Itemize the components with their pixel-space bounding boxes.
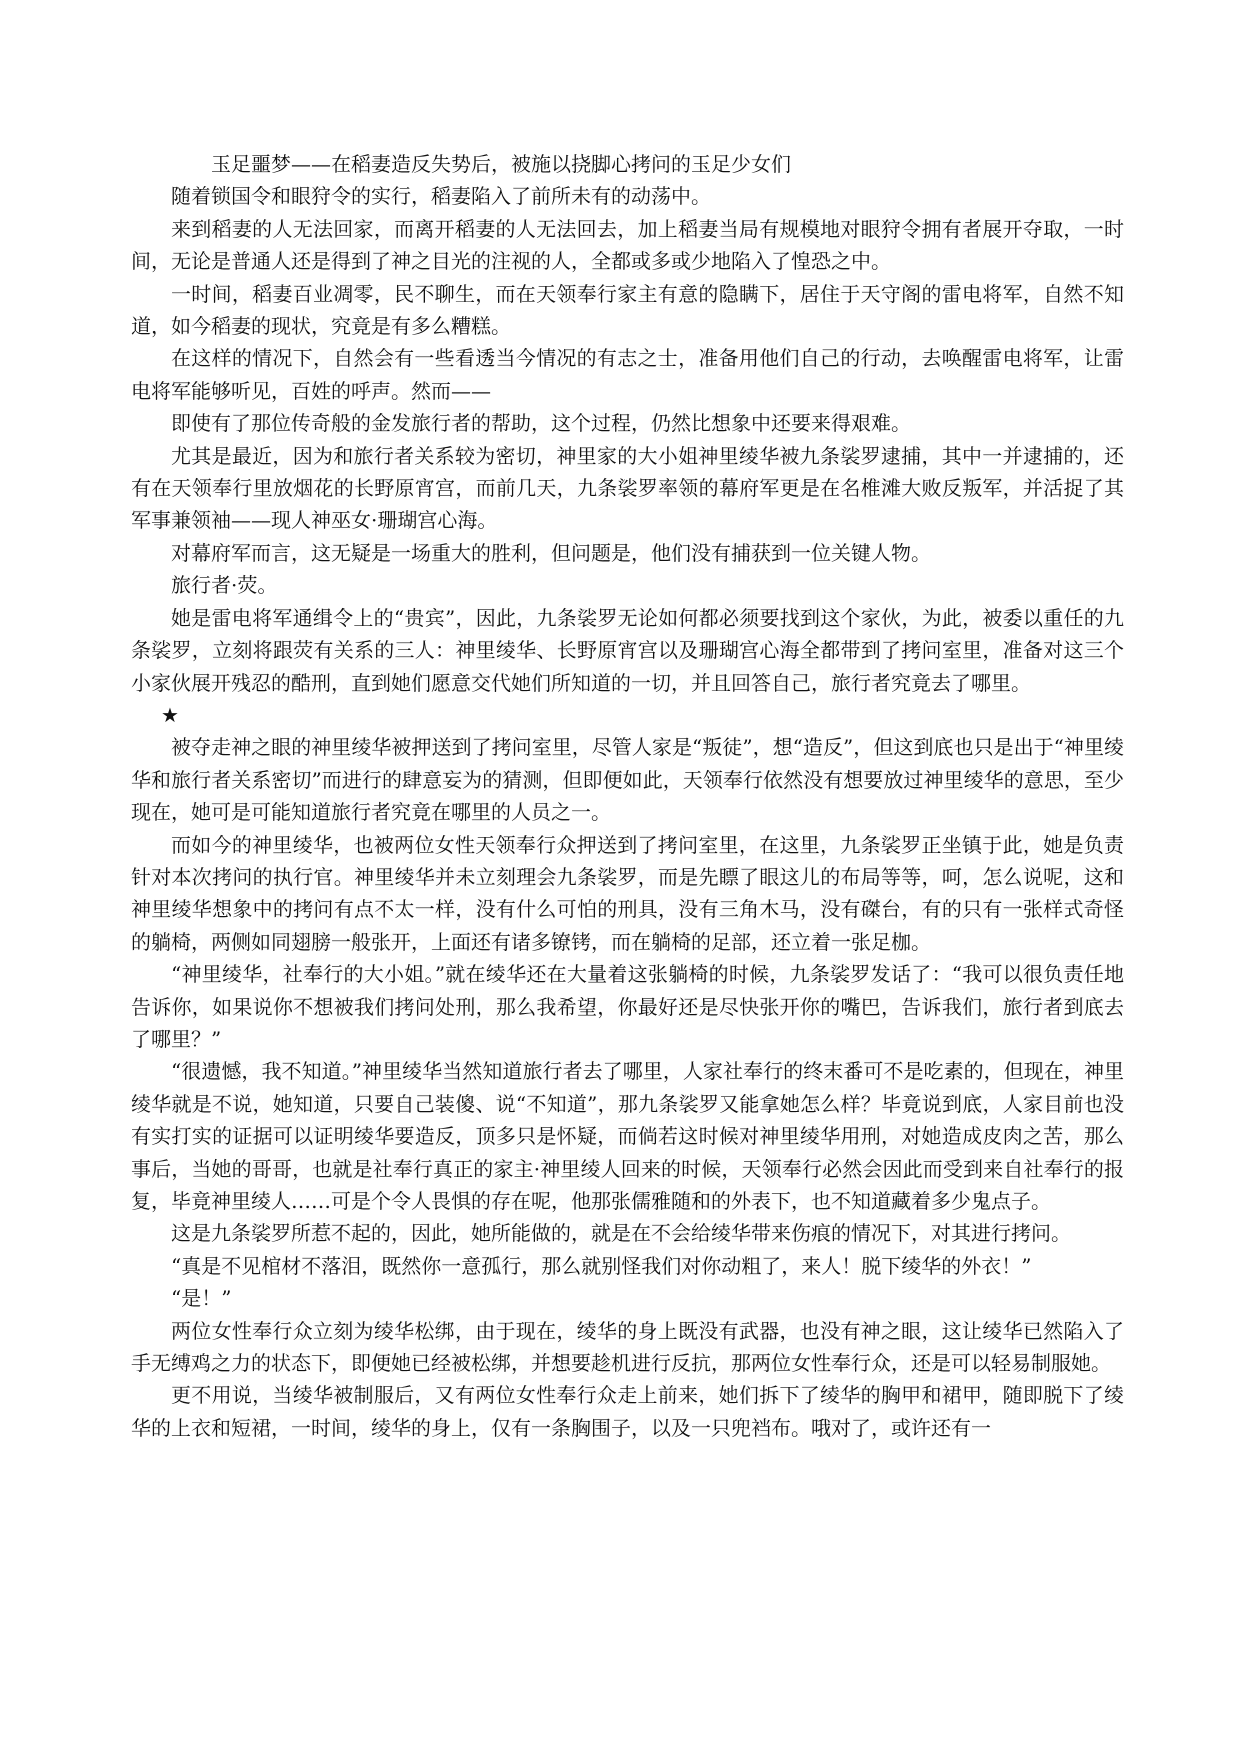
paragraph-5: 即使有了那位传奇般的金发旅行者的帮助，这个过程，仍然比想象中还要来得艰难。 bbox=[171, 411, 911, 436]
paragraph-6: 尤其是最近，因为和旅行者关系较为密切，神里家的大小姐神里绫华被九条裟罗逮捕，其中一并逮捕的，还有在天领奉行里放烟花的长野原宵宫，而前几天，九条裟罗率领的幕府军更是在名椎滩大败反叛军，并活捉了其军事兼领袖——现人神巫女·珊瑚宫心海。 bbox=[131, 443, 1124, 533]
paragraph-16: “是！” bbox=[171, 1286, 232, 1311]
paragraph-13: “很遗憾，我不知道。”神里绫华当然知道旅行者去了哪里，人家社奉行的终末番可不是吃素的，但现在，神里绫华就是不说，她知道，只要自己装傻、说“不知道”，那九条裟罗又能拿她怎么样？毕竟说到底，人家目前也没有实打实的证据可以证明绫华要造反，顶多只是怀疑，而倘若这时候对神里绫华用刑，对她造成皮肉之苦，那么事后，当她的哥哥，也就是社奉行真正的家主·神里绫人回来的时候，天领奉行必然会因此而受到来自社奉行的报复，毕竟神里绫人……可是个令人畏惧的存在呢，他那张儒雅随和的外表下，也不知道藏着多少鬼点子。 bbox=[131, 1059, 1124, 1213]
paragraph-1: 随着锁国令和眼狩令的实行，稻妻陷入了前所未有的动荡中。 bbox=[171, 184, 711, 209]
paragraph-18: 更不用说，当绫华被制服后，又有两位女性奉行众走上前来，她们拆下了绫华的胸甲和裙甲，随即脱下了绫华的上衣和短裙，一时间，绫华的身上，仅有一条胸围子，以及一只兜裆布。哦对了，或许还有一 bbox=[131, 1383, 1124, 1440]
document-title: 玉足噩梦——在稻妻造反失势后，被施以挠脚心拷问的玉足少女们 bbox=[211, 152, 791, 176]
paragraph-11: 而如今的神里绫华，也被两位女性天领奉行众押送到了拷问室里，在这里，九条裟罗正坐镇于此，她是负责针对本次拷问的执行官。神里绫华并未立刻理会九条裟罗，而是先瞟了眼这儿的布局等等，呵，怎么说呢，这和神里绫华想象中的拷问有点不太一样，没有什么可怕的刑具，没有三角木马，没有磔台，有的只有一张样式奇怪的躺椅，两侧如同翅膀一般张开，上面还有诸多镣铐，而在躺椅的足部，还立着一张足枷。 bbox=[131, 832, 1124, 954]
paragraph-7: 对幕府军而言，这无疑是一场重大的胜利，但问题是，他们没有捕获到一位关键人物。 bbox=[171, 540, 931, 565]
paragraph-15: “真是不见棺材不落泪，既然你一意孤行，那么就别怪我们对你动粗了，来人！脱下绫华的外衣！” bbox=[171, 1253, 1032, 1278]
paragraph-10: 被夺走神之眼的神里绫华被押送到了拷问室里，尽管人家是“叛徒”，想“造反”，但这到底也只是出于“神里绫华和旅行者关系密切”而进行的肆意妄为的猜测，但即便如此，天领奉行依然没有想要放过神里绫华的意思，至少现在，她可是可能知道旅行者究竟在哪里的人员之一。 bbox=[131, 735, 1124, 825]
paragraph-8: 旅行者·荧。 bbox=[171, 573, 278, 598]
document-page bbox=[131, 148, 1124, 1444]
paragraph-2: 来到稻妻的人无法回家，而离开稻妻的人无法回去，加上稻妻当局有规模地对眼狩令拥有者展开夺取，一时间，无论是普通人还是得到了神之目光的注视的人，全都或多或少地陷入了惶恐之中。 bbox=[131, 216, 1124, 274]
paragraph-3: 一时间，稻妻百业凋零，民不聊生，而在天领奉行家主有意的隐瞒下，居住于天守阁的雷电将军，自然不知道，如今稻妻的现状，究竟是有多么糟糕。 bbox=[131, 281, 1124, 339]
paragraph-12: “神里绫华，社奉行的大小姐。”就在绫华还在大量着这张躺椅的时候，九条裟罗发话了：“我可以很负责任地告诉你，如果说你不想被我们拷问处刑，那么我希望，你最好还是尽快张开你的嘴巴，告诉我们，旅行者到底去了哪里？” bbox=[131, 962, 1124, 1051]
paragraph-14: 这是九条裟罗所惹不起的，因此，她所能做的，就是在不会给绫华带来伤痕的情况下，对其进行拷问。 bbox=[171, 1221, 1071, 1246]
paragraph-9: 她是雷电将军通缉令上的“贵宾”，因此，九条裟罗无论如何都必须要找到这个家伙，为此，被委以重任的九条裟罗，立刻将跟荧有关系的三人：神里绫华、长野原宵宫以及珊瑚宫心海全都带到了拷问室里，准备对这三个小家伙展开残忍的酷刑，直到她们愿意交代她们所知道的一切，并且回答自己，旅行者究竟去了哪里。 bbox=[131, 605, 1124, 695]
section-separator-star: ★ bbox=[161, 702, 179, 727]
paragraph-17: 两位女性奉行众立刻为绫华松绑，由于现在，绫华的身上既没有武器，也没有神之眼，这让绫华已然陷入了手无缚鸡之力的状态下，即便她已经被松绑，并想要趁机进行反抗，那两位女性奉行众，还是可以轻易制服她。 bbox=[131, 1318, 1124, 1376]
paragraph-4: 在这样的情况下，自然会有一些看透当今情况的有志之士，准备用他们自己的行动，去唤醒雷电将军，让雷电将军能够听见，百姓的呼声。然而—— bbox=[131, 346, 1124, 403]
